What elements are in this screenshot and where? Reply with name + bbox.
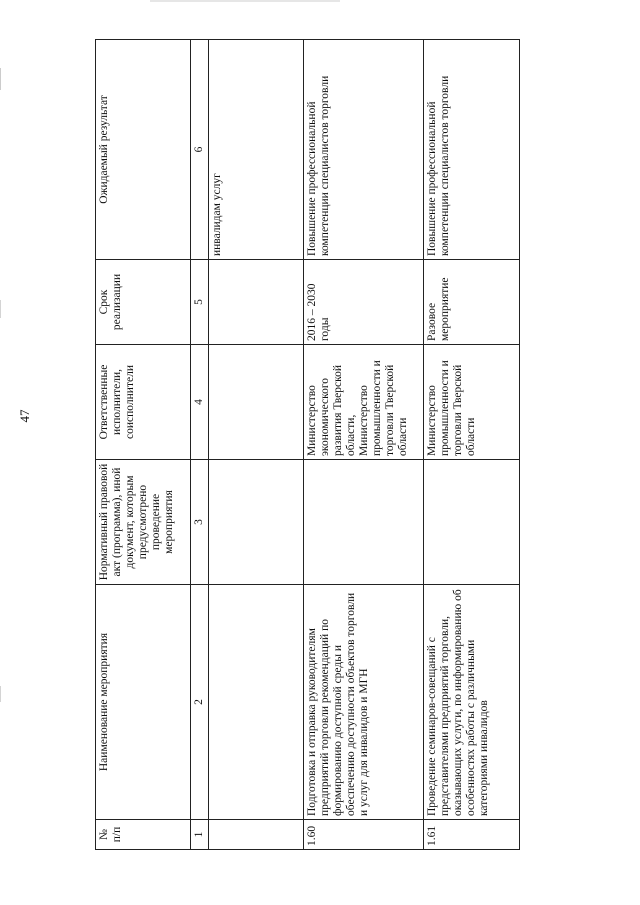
column-number-row [191, 40, 209, 850]
row-number: 1.61 [424, 820, 520, 850]
row-number: 1.60 [304, 820, 424, 850]
row-executors: Министерство промышленности и торговли Тверской области [424, 345, 520, 460]
row-result: Повышение профессиональной компетенции специалистов торговли [424, 40, 520, 260]
header-num: № п/п [96, 820, 191, 850]
continuation-result: инвалидам услуг [209, 40, 304, 260]
column-number: 2 [191, 585, 209, 820]
row-act [304, 460, 424, 585]
header-row [96, 40, 191, 850]
table-row [304, 40, 424, 850]
table-row [424, 40, 520, 850]
page-number: 47 [17, 409, 32, 423]
header-name: Наименование мероприятия [96, 585, 191, 820]
measures-table [95, 40, 520, 850]
header-result: Ожидаемый результат [96, 40, 191, 260]
row-result: Повышение профессиональной компетенции специалистов торговли [304, 40, 424, 260]
row-name: Подготовка и отправка руководителям предприятий торговли рекомендаций по формированию доступной среды и обеспечению доступности объектов торговли и услуг для инвалидов и МГН [304, 585, 424, 820]
column-number: 6 [191, 40, 209, 260]
column-number: 5 [191, 260, 209, 345]
row-term: 2016 – 2030 годы [304, 260, 424, 345]
row-term: Разовое мероприятие [424, 260, 520, 345]
header-act: Нормативный правовой акт (программа), иной документ, которым предусмотрено проведение мероприятия [96, 460, 191, 585]
continuation-row [209, 40, 304, 850]
header-term: Срок реализации [96, 260, 191, 345]
header-executors: Ответственные исполнители, соисполнители [96, 345, 191, 460]
column-number: 1 [191, 820, 209, 850]
row-executors: Министерство экономического развития Тверской области, Министерство промышленности и торговли Тверской области [304, 345, 424, 460]
row-name: Проведение семинаров-совещаний с представителями предприятий торговли, оказывающих услуги, по информированию об особенностях работы с различными категориями инвалидов [424, 585, 520, 820]
column-number: 3 [191, 460, 209, 585]
row-act [424, 460, 520, 585]
column-number: 4 [191, 345, 209, 460]
